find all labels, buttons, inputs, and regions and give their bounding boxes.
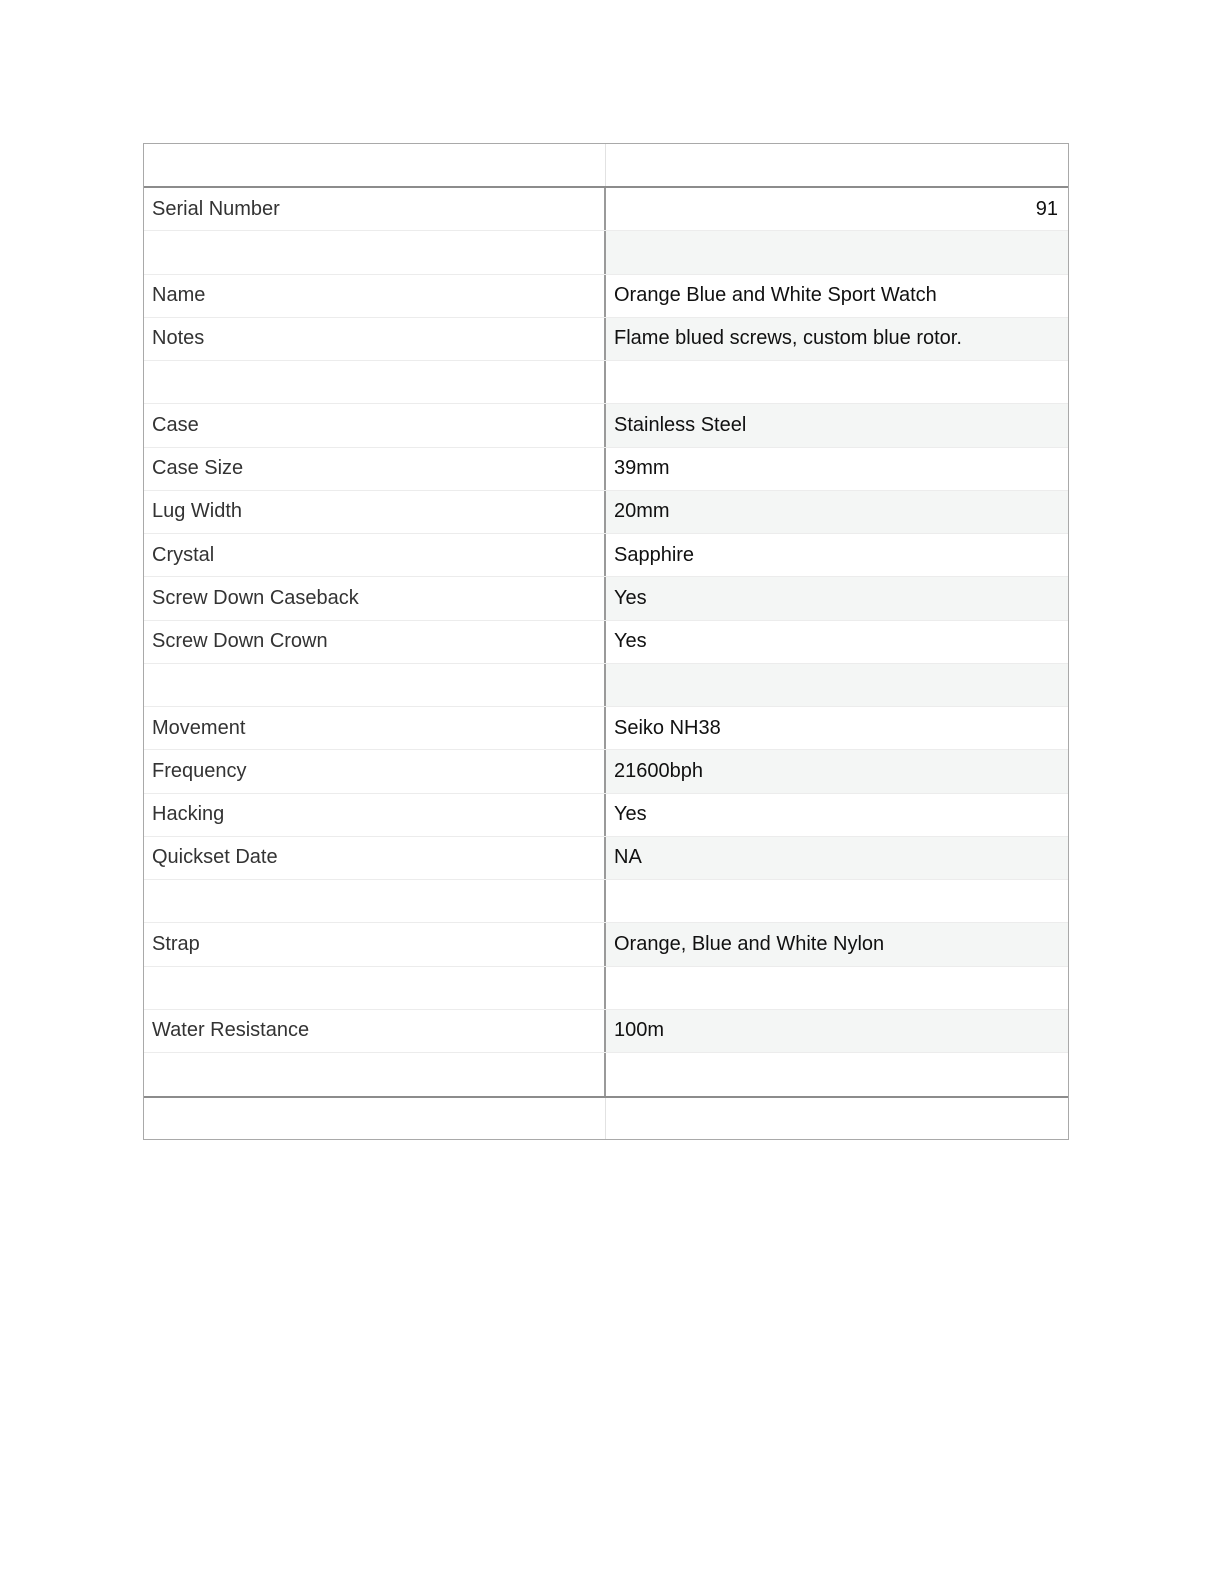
table-header-row xyxy=(144,144,1068,188)
table-row xyxy=(144,1053,1068,1096)
table-row xyxy=(144,707,1068,750)
row-label: Screw Down Crown xyxy=(144,621,606,663)
row-value: Orange Blue and White Sport Watch xyxy=(614,284,937,307)
header-cell-value xyxy=(606,144,1068,186)
header-cell-label xyxy=(144,144,606,186)
row-label: Hacking xyxy=(144,794,606,836)
table-row xyxy=(144,750,1068,793)
row-label: Name xyxy=(144,275,606,317)
row-label: Case Size xyxy=(144,448,606,490)
row-value xyxy=(606,880,1068,922)
row-label: Quickset Date xyxy=(144,837,606,879)
row-value: 39mm xyxy=(614,457,670,480)
row-value: Stainless Steel xyxy=(606,404,1068,446)
row-value: 21600bph xyxy=(606,750,1068,792)
row-value: 20mm xyxy=(606,491,1068,533)
table-row xyxy=(144,923,1068,966)
row-value xyxy=(606,967,1068,1009)
table-row xyxy=(144,621,1068,664)
row-label xyxy=(144,664,606,706)
row-value xyxy=(606,1053,1068,1096)
table-row xyxy=(144,361,1068,404)
row-label: Crystal xyxy=(144,534,606,576)
table-row xyxy=(144,275,1068,318)
row-label: Lug Width xyxy=(144,491,606,533)
row-value xyxy=(606,361,1068,403)
row-value: Yes xyxy=(614,630,647,653)
table-row xyxy=(144,534,1068,577)
table-row xyxy=(144,967,1068,1010)
row-label xyxy=(144,880,606,922)
row-label: Screw Down Caseback xyxy=(144,577,606,619)
table-row xyxy=(144,794,1068,837)
row-label: Serial Number xyxy=(144,188,606,230)
table-row xyxy=(144,318,1068,361)
row-label: Movement xyxy=(144,707,606,749)
row-label: Case xyxy=(144,404,606,446)
row-label xyxy=(144,361,606,403)
row-value: 91 xyxy=(1035,197,1058,220)
row-value: Flame blued screws, custom blue rotor. xyxy=(606,318,1068,360)
row-value xyxy=(606,664,1068,706)
table-row xyxy=(144,880,1068,923)
row-value: Yes xyxy=(614,803,647,826)
row-value: Yes xyxy=(606,577,1068,619)
row-label: Notes xyxy=(144,318,606,360)
table-row xyxy=(144,491,1068,534)
row-value xyxy=(606,231,1068,273)
table-row xyxy=(144,1010,1068,1053)
table-row xyxy=(144,188,1068,231)
row-value: Sapphire xyxy=(614,543,695,566)
footer-cell-value xyxy=(606,1098,1068,1139)
table-row xyxy=(144,404,1068,447)
row-label xyxy=(144,231,606,273)
table-footer-row xyxy=(144,1096,1068,1139)
watch-spec-table xyxy=(143,143,1069,1140)
row-label: Frequency xyxy=(144,750,606,792)
row-value: Seiko NH38 xyxy=(614,716,721,739)
row-label xyxy=(144,1053,606,1096)
row-value: Orange, Blue and White Nylon xyxy=(606,923,1068,965)
row-label: Water Resistance xyxy=(144,1010,606,1052)
table-row xyxy=(144,231,1068,274)
row-value: NA xyxy=(606,837,1068,879)
row-label xyxy=(144,967,606,1009)
row-label: Strap xyxy=(144,923,606,965)
table-row xyxy=(144,837,1068,880)
footer-cell-label xyxy=(144,1098,606,1139)
row-value: 100m xyxy=(606,1010,1068,1052)
table-row xyxy=(144,448,1068,491)
table-row xyxy=(144,664,1068,707)
table-row xyxy=(144,577,1068,620)
